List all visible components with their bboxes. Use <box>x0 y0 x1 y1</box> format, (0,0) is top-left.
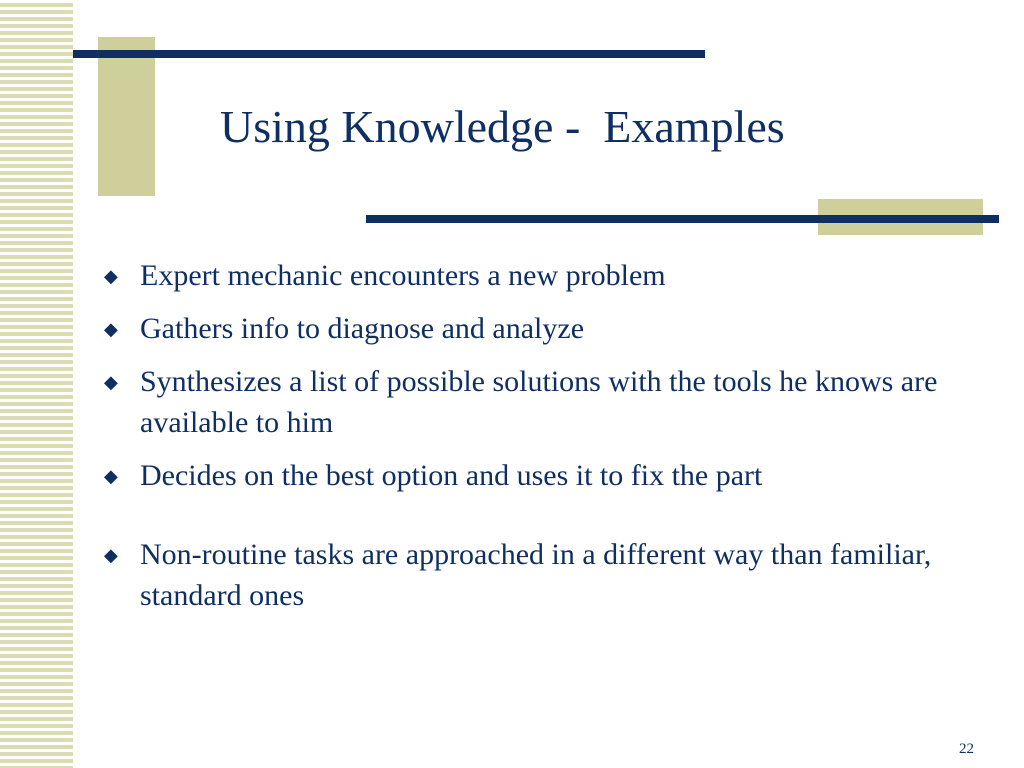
bullet-item <box>104 308 984 349</box>
bullet-item <box>104 534 984 616</box>
bullet-text: Gathers info to diagnose and analyze <box>140 312 585 345</box>
bullet-text: Synthesizes a list of possible solutions with the tools he knows are available to him <box>140 365 938 439</box>
bullet-text: Non-routine tasks are approached in a different way than familiar, standard ones <box>140 538 932 612</box>
bullet-item <box>104 455 984 496</box>
diamond-bullet-icon: ◆ <box>104 319 118 340</box>
title-rule-bottom <box>366 215 999 223</box>
diamond-bullet-icon: ◆ <box>104 266 118 287</box>
slide-title: Using Knowledge - Examples <box>220 101 785 152</box>
bullet-item <box>104 255 984 296</box>
left-stripe-decoration <box>0 0 73 768</box>
accent-block-top <box>98 37 155 196</box>
diamond-bullet-icon: ◆ <box>104 372 118 393</box>
bullet-item <box>104 361 984 443</box>
page-number: 22 <box>959 741 974 757</box>
diamond-bullet-icon: ◆ <box>104 545 118 566</box>
title-rule-top <box>73 50 705 58</box>
bullet-list <box>104 255 984 628</box>
bullet-text: Decides on the best option and uses it to fix the part <box>140 459 763 492</box>
diamond-bullet-icon: ◆ <box>104 466 118 487</box>
bullet-text: Expert mechanic encounters a new problem <box>140 259 666 292</box>
